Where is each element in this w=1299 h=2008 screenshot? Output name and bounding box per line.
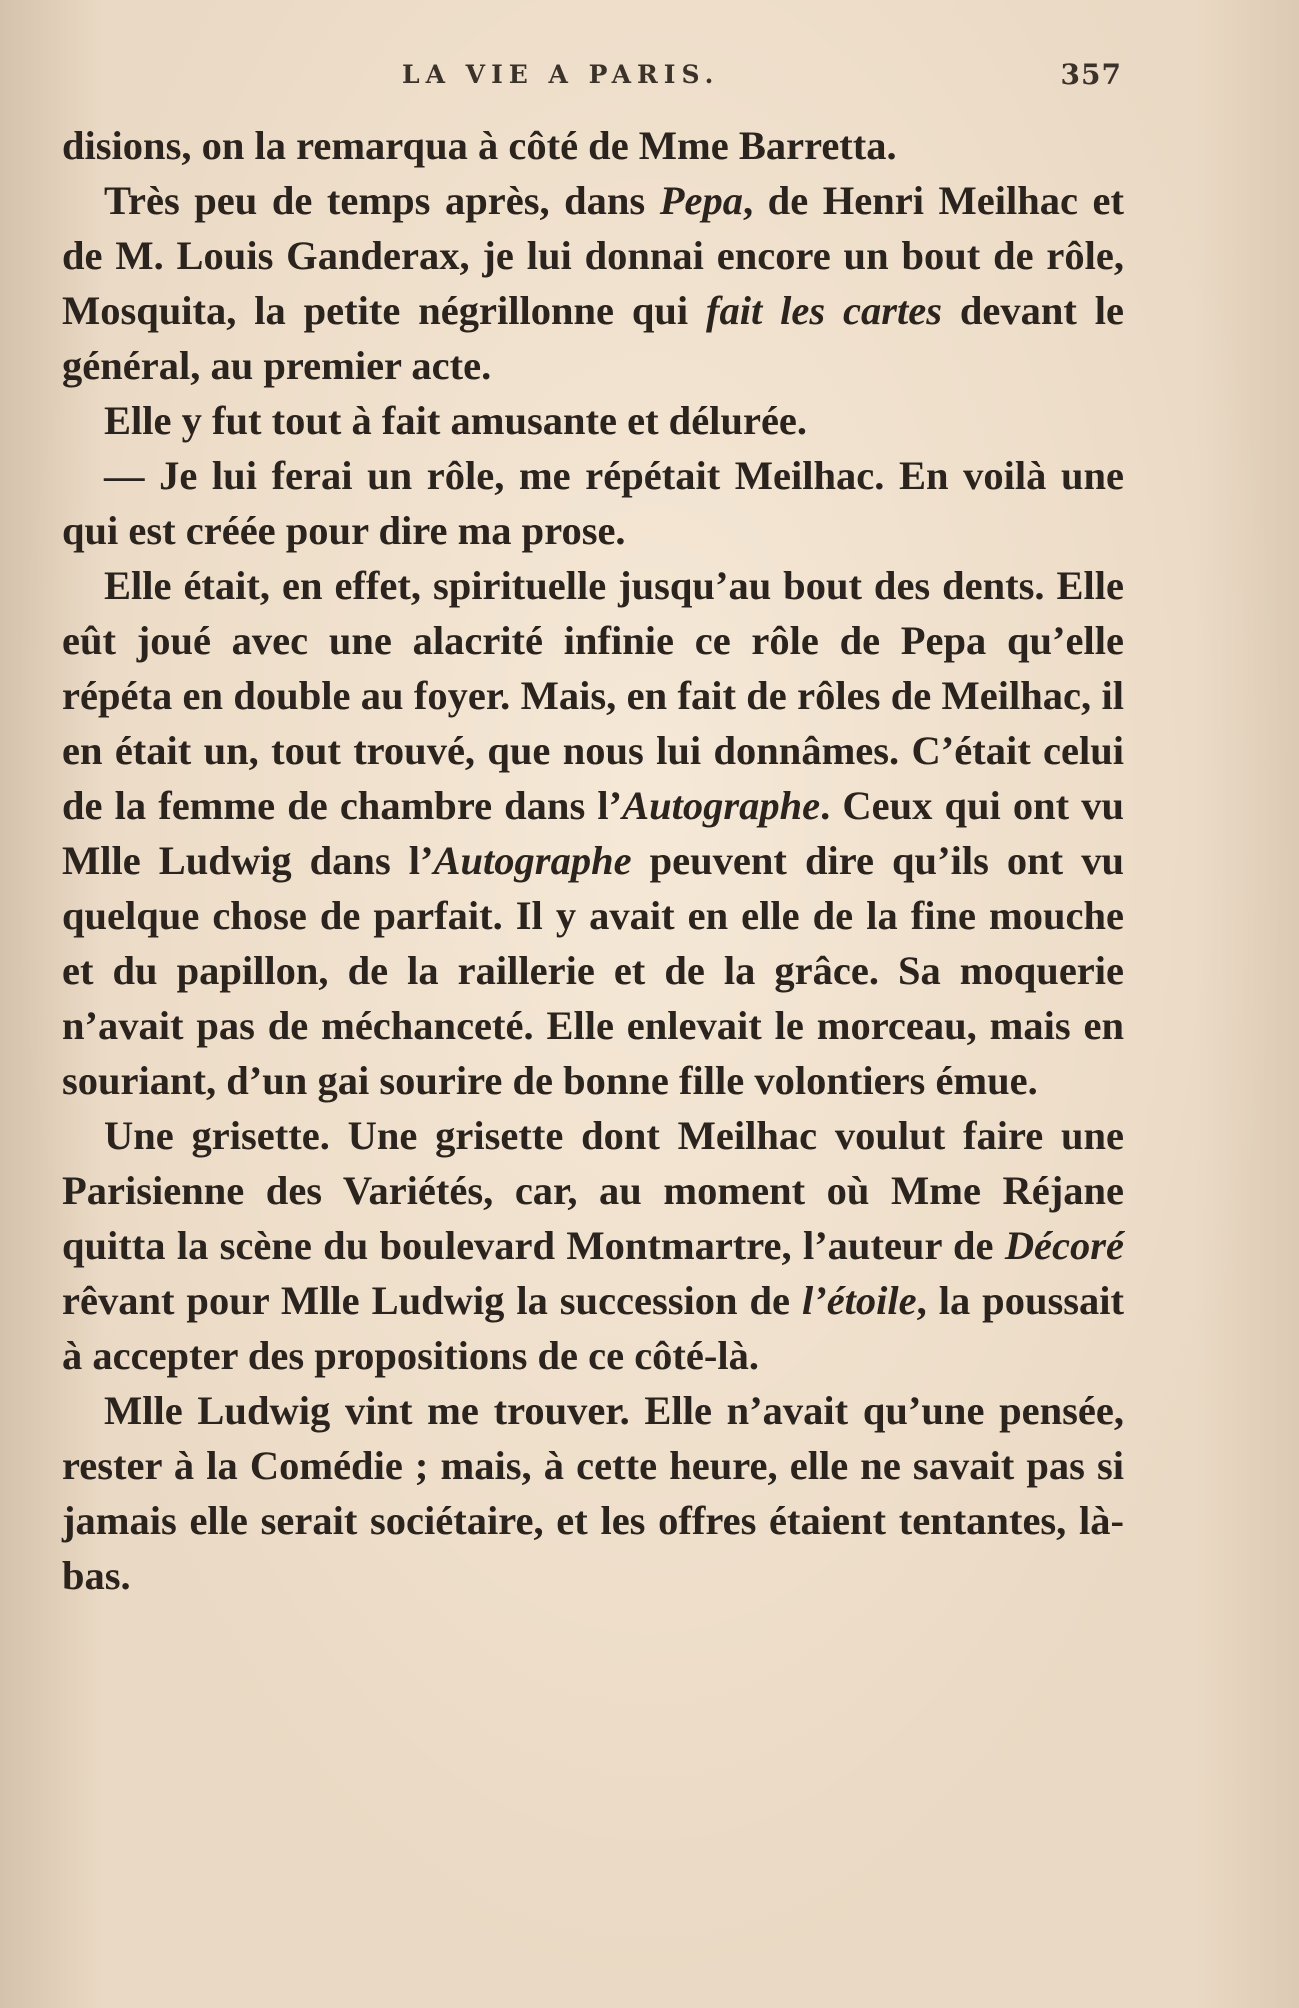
text-run: — Je lui ferai un rôle, me répétait Meilhac. En voilà une qui est créée pour dire ma prose. — [62, 453, 1124, 553]
running-title: LA VIE A PARIS. — [402, 60, 720, 89]
text-run: . Ceux qui ont vu Mlle Ludwig dans l’ — [62, 783, 1124, 883]
italic-text: Pepa — [659, 178, 743, 223]
text-run: , de Henri Meilhac et de M. Louis Ganderax, je lui donnai encore un bout de rôle, Mosquita, la petite négrillonne qui — [62, 178, 1124, 333]
paragraph — [62, 118, 1124, 173]
text-run: devant le général, au premier acte. — [62, 288, 1124, 388]
paragraph — [62, 1383, 1124, 1603]
text-run: Très peu de temps après, dans — [104, 178, 660, 223]
italic-text: Décoré — [1004, 1223, 1124, 1268]
italic-text: Autographe — [433, 838, 632, 883]
text-run: Elle y fut tout à fait amusante et délurée. — [104, 398, 808, 443]
text-run: Elle était, en effet, spirituelle jusqu’au bout des dents. Elle eût joué avec une alacrité infinie ce rôle de Pepa qu’elle répéta en double au foyer. Mais, en fait de rôles de Meilhac, il en était un, tout trouvé, que nous lui donnâmes. C’était celui de la femme de chambre dans l’ — [62, 563, 1124, 828]
paragraph — [62, 448, 1124, 558]
italic-text: fait les cartes — [706, 288, 942, 333]
text-run: disions, on la remarqua à côté de Mme Barretta. — [62, 123, 897, 168]
italic-text: l’étoile — [801, 1278, 917, 1323]
text-run: Mlle Ludwig vint me trouver. Elle n’avait qu’une pensée, rester à la Comédie ; mais, à cette heure, elle ne savait pas si jamais elle serait sociétaire, et les offres étaient tentantes, là-bas. — [62, 1388, 1124, 1598]
paragraph — [62, 558, 1124, 1108]
paragraph — [62, 393, 1124, 448]
body-text — [62, 118, 1124, 1603]
running-header — [62, 54, 1122, 98]
text-run: , la poussait à accepter des propositions de ce côté-là. — [62, 1278, 1124, 1378]
page-number: 357 — [1060, 58, 1122, 91]
paragraph — [62, 1108, 1124, 1383]
paragraph — [62, 173, 1124, 393]
text-run: rêvant pour Mlle Ludwig la succession de — [62, 1278, 802, 1323]
text-run: peuvent dire qu’ils ont vu quelque chose de parfait. Il y avait en elle de la fine mouche et du papillon, de la raillerie et de la grâce. Sa moquerie n’avait pas de méchanceté. Elle enlevait le morceau, mais en souriant, d’un gai sourire de bonne fille volontiers émue. — [62, 838, 1124, 1103]
italic-text: Autographe — [622, 783, 821, 828]
text-run: Une grisette. Une grisette dont Meilhac voulut faire une Parisienne des Variétés, car, au moment où Mme Réjane quitta la scène du boulevard Montmartre, l’auteur de — [62, 1113, 1124, 1268]
